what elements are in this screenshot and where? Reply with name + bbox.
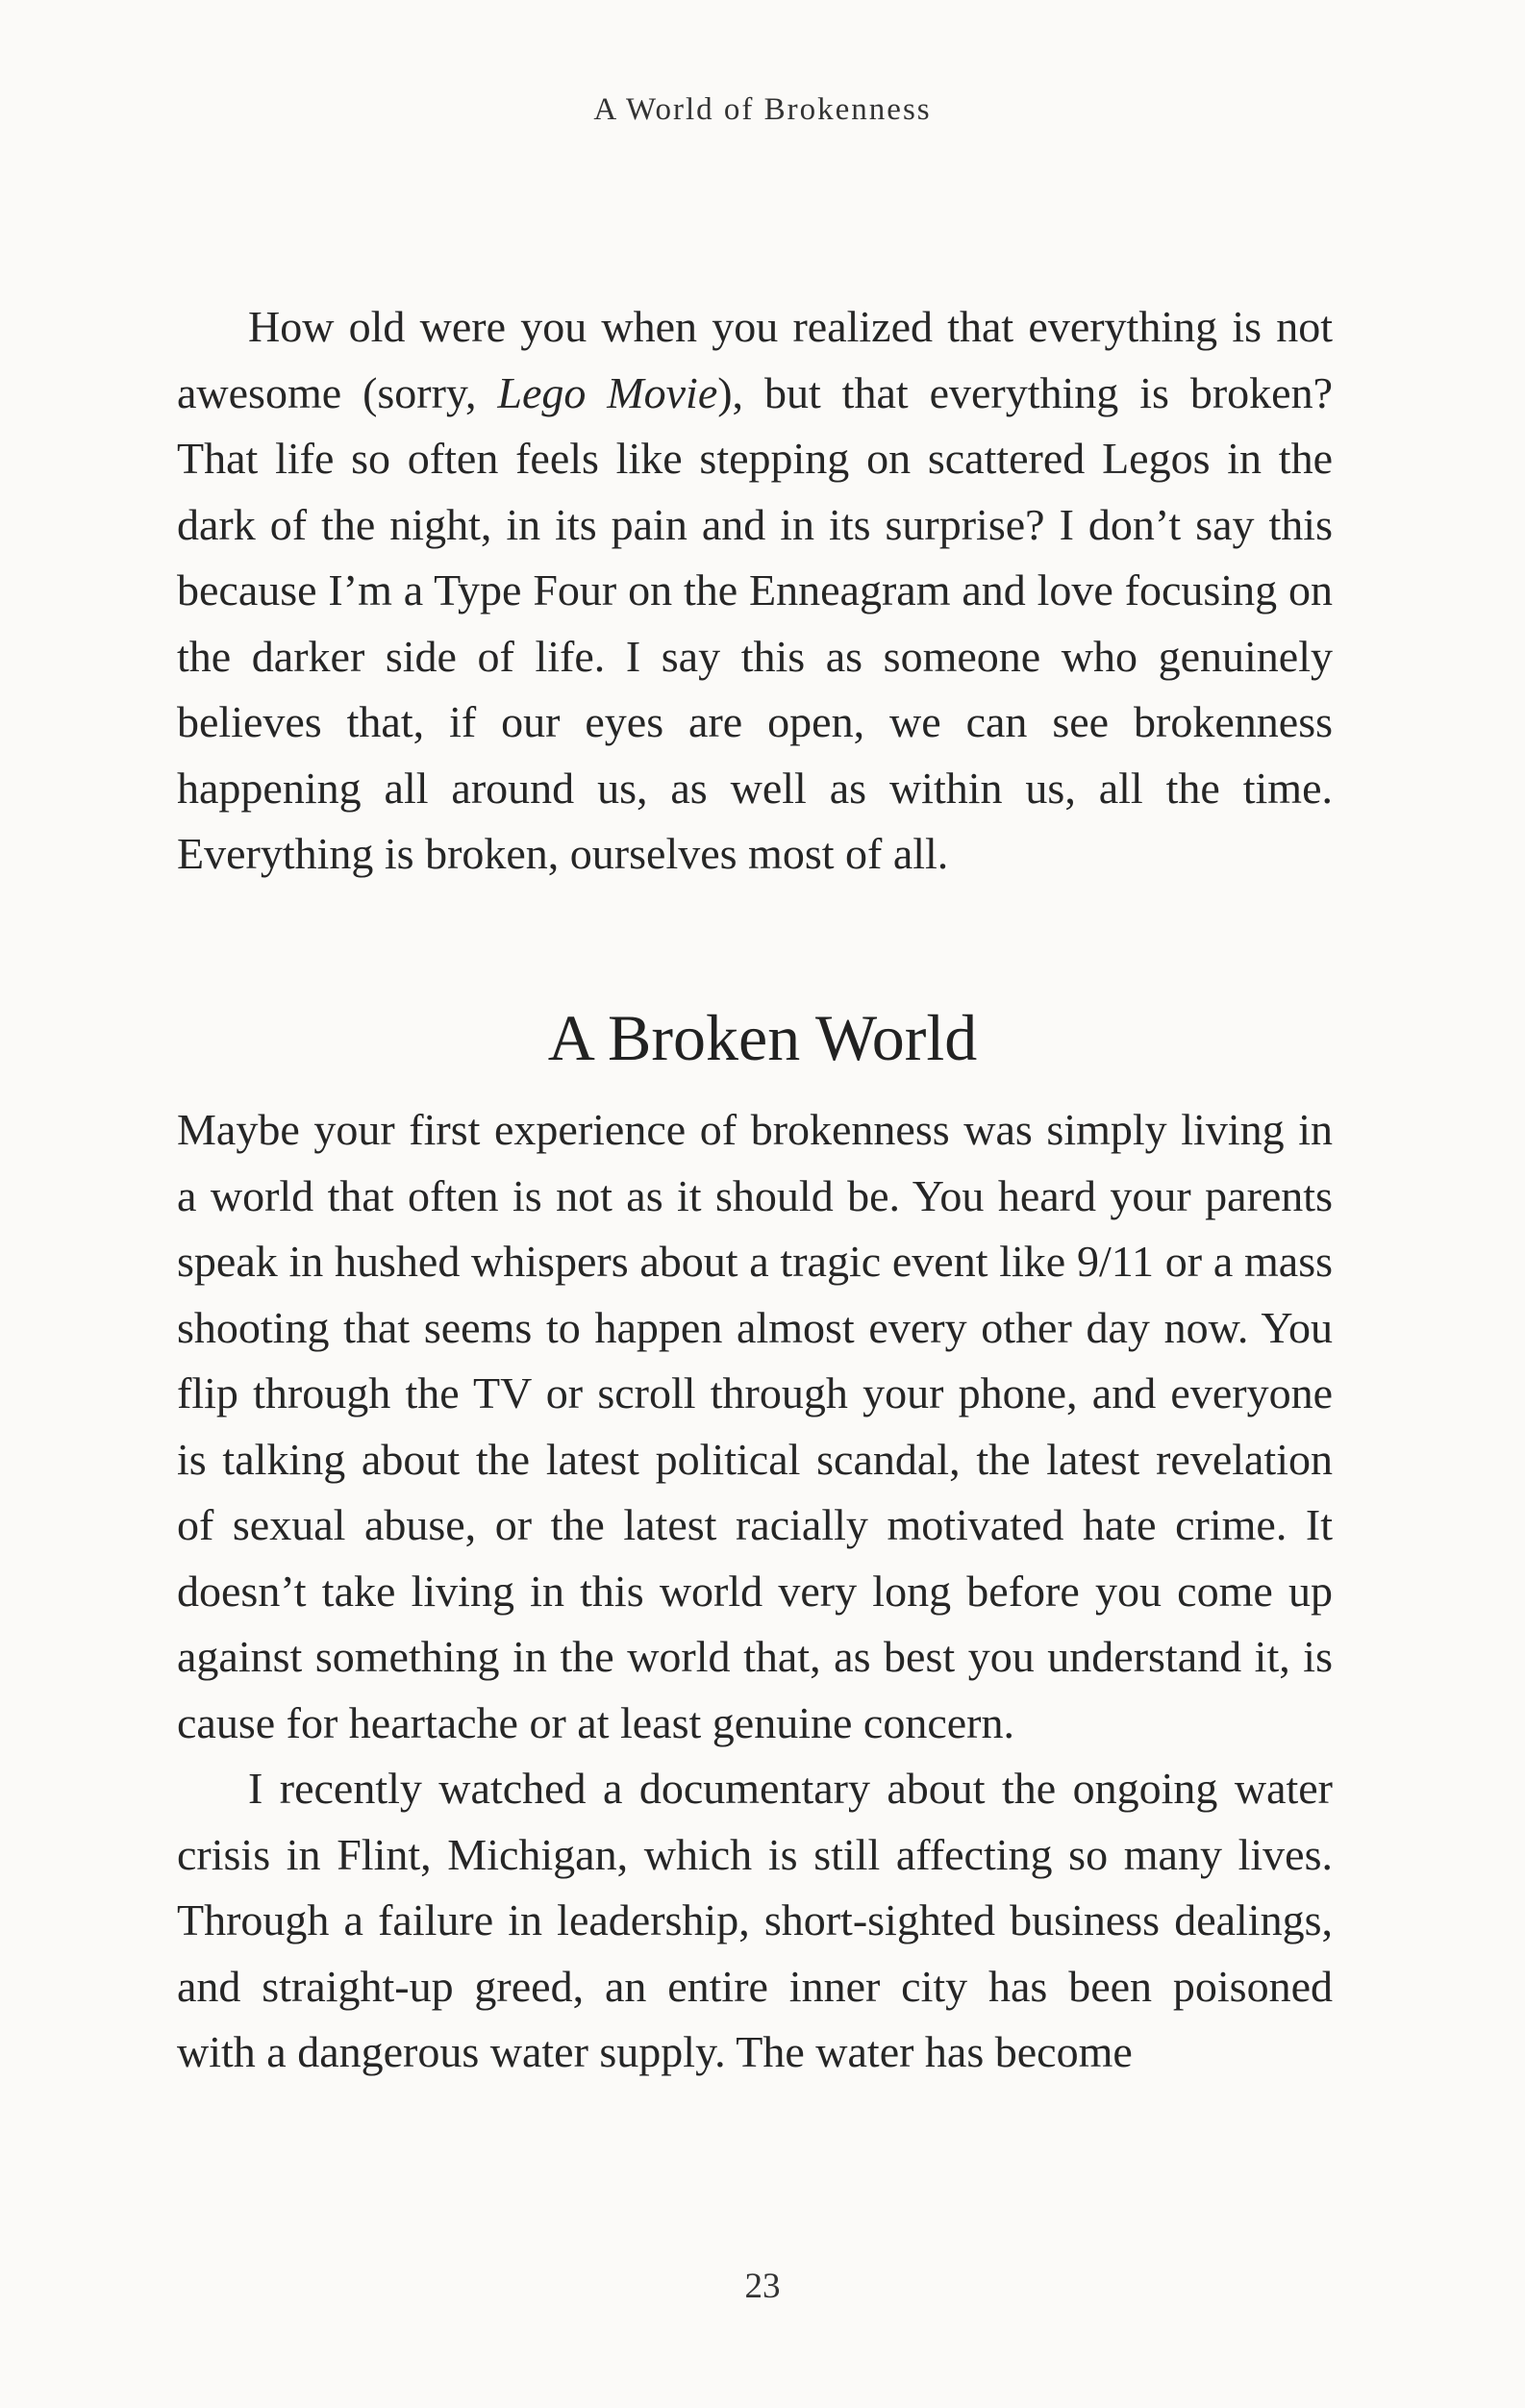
intro-text-before-title: How old were you when you realized that everything is not awesome (sorry, [177, 302, 1333, 417]
section-text-block [177, 1097, 1333, 2086]
section-heading: A Broken World [547, 1001, 978, 1074]
intro-paragraph [177, 294, 1333, 888]
section-paragraph-1: Maybe your first experience of brokenness was simply living in a world that often is not as it should be. You heard your parents speak in hushed whispers about a tragic event like 9/11 or a mass shooting that seems to happen almost every other day now. You flip through the TV or scroll through your phone, and everyone is talking about the latest political scandal, the latest revelation of sexual abuse, or the latest racially motivated hate crime. It doesn’t take living in this world very long before you come up against something in the world that, as best you understand it, is cause for heartache or at least genuine concern. [177, 1105, 1333, 1747]
page-number: 23 [744, 2267, 781, 2306]
intro-text-block [177, 294, 1333, 888]
running-head: A World of Brokenness [593, 92, 932, 127]
film-title: Lego Movie [497, 367, 718, 417]
section-paragraph-2: I recently watched a documentary about the ongoing water crisis in Flint, Michigan, which is still affecting so many lives. Through a failure in leadership, short-sighted business dealings, and straight-up greed, an entire inner city has been poisoned with a dangerous water supply. The water has become [177, 1764, 1333, 2076]
intro-text-after-title: ), but that everything is broken? That life so often feels like stepping on scattered Legos in the dark of the night, in its pain and in its surprise? I don’t say this because I’m a Type Four on the Enneagram and love focusing on the darker side of life. I say this as someone who genuinely believes that, if our eyes are open, we can see brokenness happening all around us, as well as within us, all the time. Everything is broken, ourselves most of all. [177, 367, 1333, 878]
